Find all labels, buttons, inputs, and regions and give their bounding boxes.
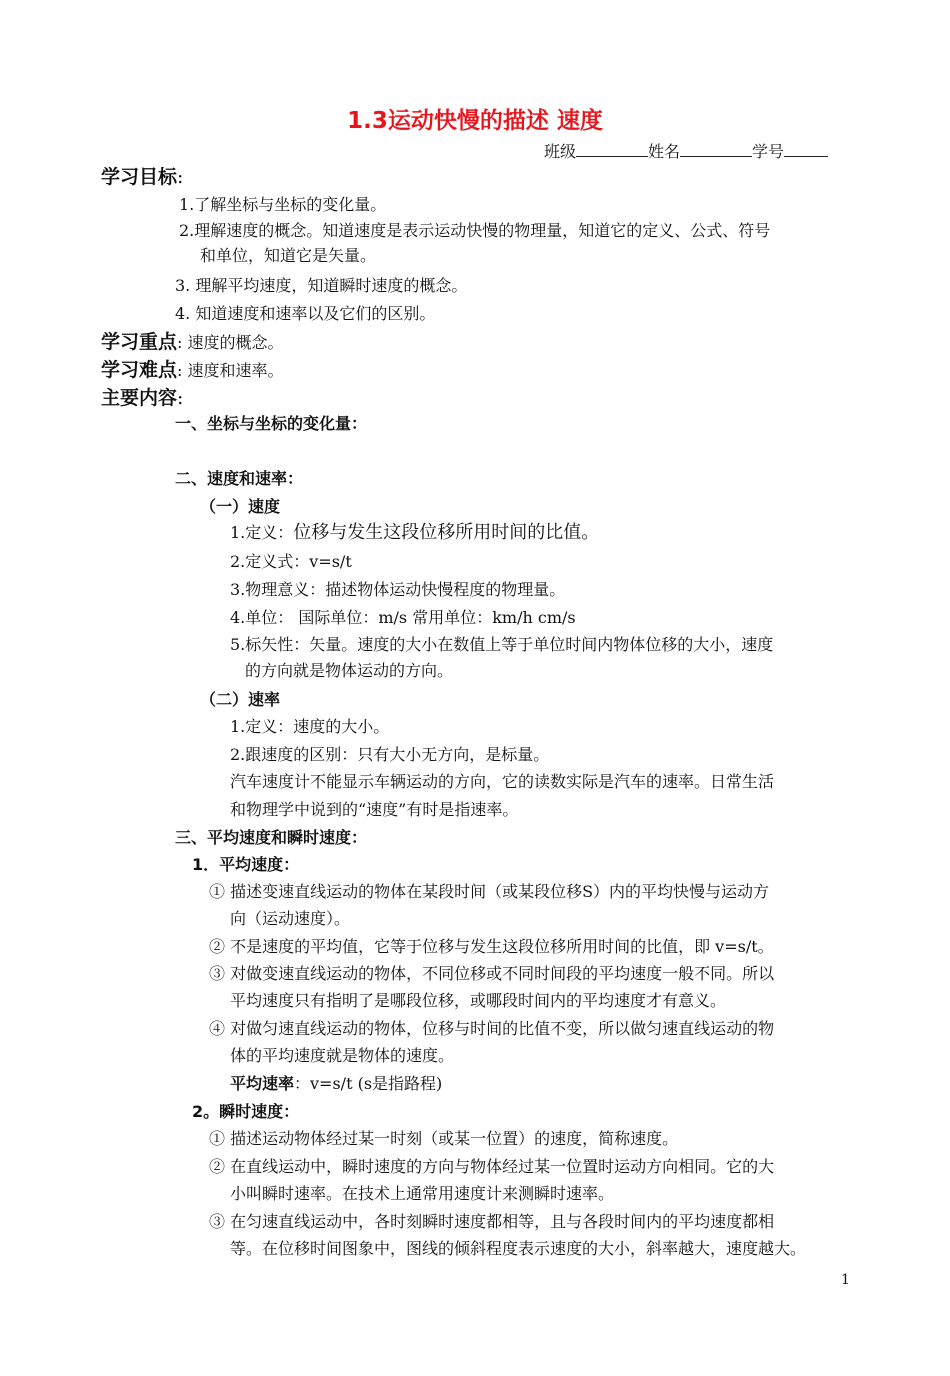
class-label: 班级 (544, 142, 577, 161)
objective-item-continued: 和单位，知道它是矢量。 (200, 246, 377, 265)
objective-item: 4. 知道速度和速率以及它们的区别。 (175, 304, 436, 323)
average-speed-line (230, 1073, 442, 1095)
average-velocity-item-continued: 体的平均速度就是物体的速度。 (230, 1046, 455, 1065)
instantaneous-velocity-item: ③ 在匀速直线运动中，各时刻瞬时速度都相等，且与各段时间内的平均速度都相 (209, 1212, 775, 1231)
speed-definition: 1.定义：速度的大小。 (230, 717, 390, 736)
speed-note: 汽车速度计不能显示车辆运动的方向，它的读数实际是汽车的速率。日常生活 (230, 772, 775, 791)
velocity-units: 4.单位： 国际单位：m/s 常用单位：km/h cm/s (230, 608, 576, 627)
instantaneous-velocity-item-continued: 等。在位移时间图象中，图线的倾斜程度表示速度的大小，斜率越大，速度越大。 (230, 1239, 807, 1258)
difficulty-line (101, 358, 284, 382)
key-point-label: 学习重点 (101, 331, 178, 353)
name-field (680, 141, 752, 157)
velocity-formula: 2.定义式：v=s/t (230, 552, 352, 571)
objective-item: 2.理解速度的概念。知道速度是表示运动快慢的物理量，知道它的定义、公式、符号 (179, 221, 771, 240)
average-velocity-item: ② 不是速度的平均值，它等于位移与发生这段位移所用时间的比值，即 v=s/t。 (209, 937, 774, 956)
velocity-vector-nature-continued: 的方向就是物体运动的方向。 (245, 661, 454, 680)
main-content-heading: 主要内容: (101, 387, 184, 409)
average-speed-label: 平均速率 (230, 1074, 295, 1093)
average-velocity-item-continued: 平均速度只有指明了是哪段位移，或哪段时间内的平均速度才有意义。 (230, 991, 727, 1010)
key-point-text: : 速度的概念。 (177, 333, 284, 352)
objectives-heading: 学习目标: (101, 166, 184, 188)
student-info-line (544, 141, 828, 163)
section-3-heading: 三、平均速度和瞬时速度： (175, 828, 368, 847)
difficulty-label: 学习难点 (101, 359, 178, 381)
velocity-vector-nature: 5.标矢性：矢量。速度的大小在数值上等于单位时间内物体位移的大小，速度 (230, 635, 774, 654)
objective-item: 3. 理解平均速度，知道瞬时速度的概念。 (175, 276, 468, 295)
section-2-heading: 二、速度和速率： (175, 469, 304, 488)
speed-difference: 2.跟速度的区别：只有大小无方向，是标量。 (230, 745, 550, 764)
average-velocity-item: ① 描述变速直线运动的物体在某段时间（或某段位移S）内的平均快慢与运动方 (209, 882, 770, 901)
page-number: 1 (841, 1272, 850, 1288)
instantaneous-velocity-heading: 2。瞬时速度： (192, 1102, 300, 1121)
instantaneous-velocity-item: ② 在直线运动中，瞬时速度的方向与物体经过某一位置时运动方向相同。它的大 (209, 1157, 775, 1176)
objective-item: 1.了解坐标与坐标的变化量。 (179, 195, 387, 214)
velocity-definition: 1.定义：位移与发生这段位移所用时间的比值。 (230, 522, 600, 543)
average-velocity-item: ③ 对做变速直线运动的物体，不同位移或不同时间段的平均速度一般不同。所以 (209, 964, 775, 983)
velocity-meaning: 3.物理意义：描述物体运动快慢程度的物理量。 (230, 580, 566, 599)
instantaneous-velocity-item: ① 描述运动物体经过某一时刻（或某一位置）的速度，简称速度。 (209, 1129, 679, 1148)
average-velocity-heading: 1．平均速度： (192, 855, 300, 874)
id-label: 学号 (752, 142, 785, 161)
class-field (576, 141, 648, 157)
key-point-line (101, 330, 284, 354)
section-1-heading: 一、坐标与坐标的变化量： (175, 414, 368, 433)
subsection-speed-heading: （二）速率 (200, 690, 281, 709)
speed-note-continued: 和物理学中说到的“速度”有时是指速率。 (230, 800, 519, 819)
id-field (784, 141, 828, 157)
name-label: 姓名 (648, 142, 681, 161)
difficulty-text: : 速度和速率。 (177, 361, 284, 380)
page-title: 1.3运动快慢的描述 速度 (347, 108, 603, 134)
average-speed-text: ：v=s/t (s是指路程) (294, 1074, 443, 1093)
instantaneous-velocity-item-continued: 小叫瞬时速率。在技术上通常用速度计来测瞬时速率。 (230, 1184, 615, 1203)
average-velocity-item: ④ 对做匀速直线运动的物体，位移与时间的比值不变，所以做匀速直线运动的物 (209, 1019, 775, 1038)
average-velocity-item-continued: 向（运动速度）。 (230, 909, 351, 928)
subsection-velocity-heading: （一）速度 (200, 497, 281, 516)
